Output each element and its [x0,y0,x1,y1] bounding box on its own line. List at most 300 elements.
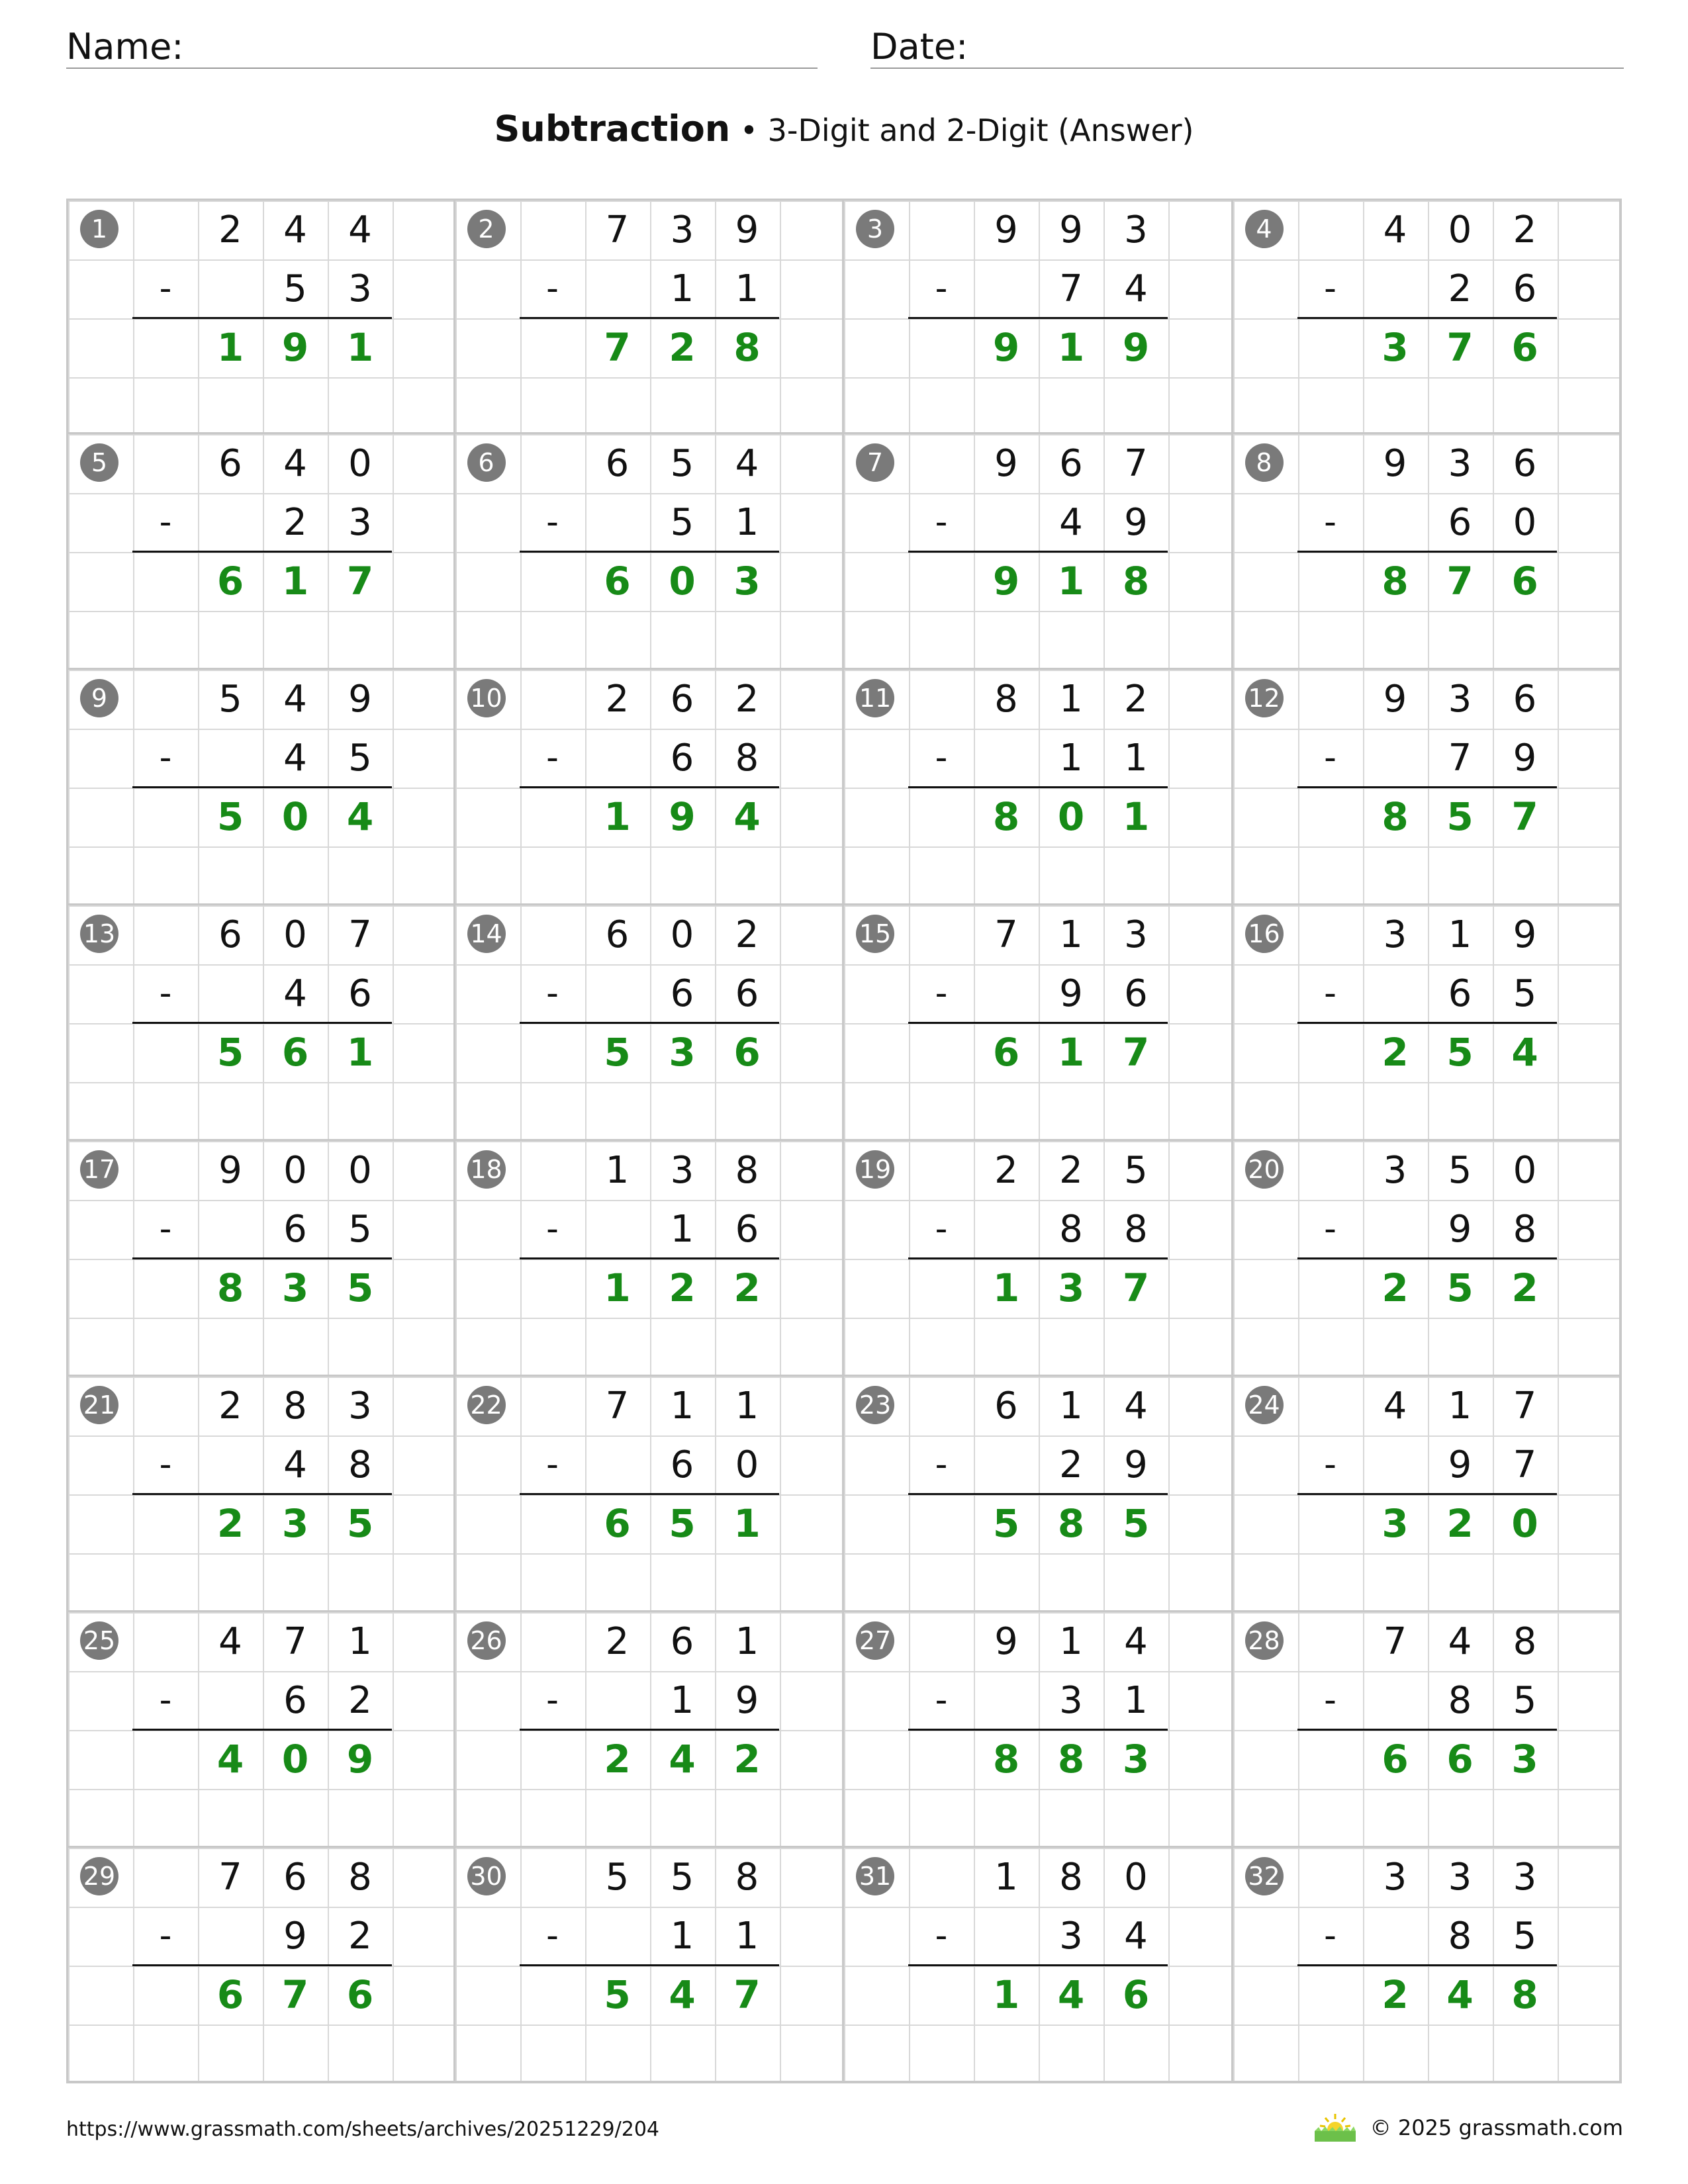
minuend-digit: 0 [1124,1856,1148,1899]
minuend-digit: 6 [670,1620,694,1663]
minuend-digit: 3 [1383,913,1407,956]
subtrahend-digit: 7 [1059,267,1083,310]
answer-digit: 7 [346,559,374,604]
minuend-digit: 4 [283,442,307,485]
problem-number-badge: 26 [467,1621,506,1660]
answer-digit: 4 [1057,1972,1085,2017]
problem-block [66,670,455,905]
answer-digit: 9 [669,794,696,839]
problem-block [844,1848,1233,2083]
problem-number-badge: 21 [80,1386,118,1424]
answer-digit: 8 [733,325,761,370]
answer-digit: 9 [1122,325,1150,370]
minuend-digit: 1 [348,1620,372,1663]
footer-url: https://www.grassmath.com/sheets/archives/20251229/204 [66,2118,660,2141]
subtrahend-digit: 6 [283,1679,307,1722]
answer-digit: 7 [281,1972,309,2017]
minuend-digit: 3 [670,1149,694,1192]
subtrahend-digit: 4 [1124,1915,1148,1958]
answer-digit: 8 [1382,559,1409,604]
minuend-digit: 2 [605,1620,630,1663]
subtrahend-digit: 6 [735,972,759,1015]
minuend-digit: 4 [283,208,307,251]
minuend-digit: 7 [1383,1620,1407,1663]
minuend-digit: 8 [348,1856,372,1899]
problem-block [1233,670,1622,905]
minus-sign: - [935,974,948,1013]
minuend-digit: 7 [994,913,1018,956]
answer-digit: 5 [669,1501,696,1546]
answer-digit: 8 [1057,1737,1085,1782]
answer-digit: 9 [281,325,309,370]
problem-number-badge: 4 [1245,210,1284,248]
answer-digit: 3 [1511,1737,1538,1782]
answer-digit: 6 [281,1030,309,1075]
problem-number-badge: 23 [856,1386,894,1424]
minuend-digit: 7 [348,913,372,956]
answer-digit: 3 [669,1030,696,1075]
minus-sign: - [159,1445,172,1484]
minuend-digit: 1 [735,1385,759,1428]
minuend-digit: 9 [1059,208,1083,251]
answer-digit: 3 [733,559,761,604]
minus-sign: - [546,974,559,1013]
answer-digit: 5 [992,1501,1020,1546]
name-label: Name: [66,26,184,68]
minus-sign: - [935,1680,948,1720]
minuend-digit: 3 [1448,442,1472,485]
subtrahend-digit: 5 [1513,1679,1537,1722]
problem-block [844,1612,1233,1848]
minus-sign: - [1324,1916,1336,1956]
minuend-digit: 0 [348,1149,372,1192]
minus-sign: - [159,502,172,542]
subtrahend-digit: 5 [348,737,372,780]
subtrahend-digit: 9 [1124,501,1148,544]
minus-sign: - [935,269,948,308]
minuend-digit: 1 [735,1620,759,1663]
minuend-digit: 5 [605,1856,630,1899]
subtrahend-digit: 8 [1448,1915,1472,1958]
answer-digit: 3 [1382,325,1409,370]
minuend-digit: 6 [1513,442,1537,485]
name-field[interactable] [66,24,818,69]
subtrahend-digit: 0 [735,1443,759,1486]
date-field[interactable] [870,24,1624,69]
footer-branding [1312,2111,1623,2144]
answer-digit: 6 [604,559,631,604]
answer-digit: 1 [1057,559,1085,604]
date-label: Date: [870,26,968,68]
answer-digit: 7 [1511,794,1538,839]
minuend-digit: 6 [605,442,630,485]
minuend-digit: 4 [218,1620,242,1663]
answer-digit: 2 [1382,1030,1409,1075]
minus-sign: - [159,1680,172,1720]
minuend-digit: 4 [1124,1385,1148,1428]
minuend-digit: 1 [670,1385,694,1428]
sun-over-grass-icon [1312,2113,1358,2143]
minuend-digit: 4 [348,208,372,251]
answer-digit: 0 [1057,794,1085,839]
answer-digit: 9 [346,1737,374,1782]
problem-block [1233,199,1622,434]
problem-block [66,434,455,670]
minuend-digit: 5 [670,442,694,485]
answer-digit: 6 [1446,1737,1474,1782]
answer-digit: 4 [669,1737,696,1782]
minuend-digit: 9 [994,442,1018,485]
subtrahend-digit: 6 [283,1208,307,1251]
problem-block [455,1848,845,2083]
answer-digit: 8 [1122,559,1150,604]
subtrahend-digit: 1 [735,1915,759,1958]
problem-block [455,1141,845,1377]
answer-digit: 6 [346,1972,374,2017]
answer-digit: 2 [733,1737,761,1782]
subtrahend-digit: 4 [283,1443,307,1486]
problem-number-badge: 32 [1245,1857,1284,1895]
minuend-digit: 8 [1513,1620,1537,1663]
subtrahend-digit: 9 [283,1915,307,1958]
problem-block [455,1612,845,1848]
answer-digit: 1 [1122,794,1150,839]
answer-digit: 1 [992,1972,1020,2017]
subtrahend-digit: 6 [670,737,694,780]
minuend-digit: 7 [605,208,630,251]
minuend-digit: 9 [218,1149,242,1192]
subtrahend-digit: 8 [348,1443,372,1486]
subtrahend-digit: 4 [283,737,307,780]
answer-digit: 5 [1122,1501,1150,1546]
minuend-digit: 1 [1059,913,1083,956]
subtrahend-digit: 8 [1059,1208,1083,1251]
problem-number-badge: 20 [1245,1150,1284,1189]
problem-block [455,1377,845,1612]
minus-sign: - [935,1209,948,1249]
answer-digit: 6 [216,559,244,604]
minus-sign: - [1324,1680,1336,1720]
minuend-digit: 8 [994,678,1018,721]
subtrahend-digit: 1 [670,1679,694,1722]
answer-digit: 5 [1446,1030,1474,1075]
minuend-digit: 7 [1124,442,1148,485]
subtrahend-digit: 8 [1513,1208,1537,1251]
minus-sign: - [1324,502,1336,542]
answer-digit: 6 [604,1501,631,1546]
answer-digit: 8 [992,1737,1020,1782]
problem-number-badge: 2 [467,210,506,248]
minuend-digit: 9 [994,1620,1018,1663]
minuend-digit: 2 [605,678,630,721]
problem-block [455,905,845,1141]
minuend-digit: 4 [1124,1620,1148,1663]
minuend-digit: 9 [1383,678,1407,721]
minuend-digit: 3 [1124,913,1148,956]
minuend-digit: 2 [735,913,759,956]
answer-digit: 6 [216,1972,244,2017]
minuend-digit: 2 [1124,678,1148,721]
problem-block [1233,1848,1622,2083]
problem-block [844,670,1233,905]
subtrahend-digit: 2 [348,1915,372,1958]
minuend-digit: 3 [1513,1856,1537,1899]
subtrahend-digit: 5 [348,1208,372,1251]
minuend-digit: 9 [348,678,372,721]
answer-digit: 0 [281,794,309,839]
problem-block [844,1377,1233,1612]
title-subtitle: • 3-Digit and 2-Digit (Answer) [730,113,1194,148]
answer-digit: 6 [1382,1737,1409,1782]
answer-digit: 4 [669,1972,696,2017]
answer-digit: 1 [604,1265,631,1310]
problem-number-badge: 5 [80,443,118,482]
subtrahend-digit: 3 [1059,1915,1083,1958]
problem-block [1233,1377,1622,1612]
problem-number-badge: 12 [1245,679,1284,717]
answer-digit: 2 [669,325,696,370]
minus-sign: - [1324,974,1336,1013]
answer-digit: 4 [733,794,761,839]
minus-sign: - [546,1680,559,1720]
minuend-digit: 3 [348,1385,372,1428]
minuend-digit: 4 [1383,1385,1407,1428]
answer-digit: 5 [216,1030,244,1075]
minuend-digit: 0 [1513,1149,1537,1192]
subtrahend-digit: 5 [670,501,694,544]
answer-digit: 4 [1446,1972,1474,2017]
minuend-digit: 2 [218,208,242,251]
problem-block [1233,1612,1622,1848]
answer-digit: 2 [216,1501,244,1546]
minuend-digit: 8 [283,1385,307,1428]
subtrahend-digit: 5 [1513,1915,1537,1958]
minuend-digit: 6 [1513,678,1537,721]
footer-copyright: © 2025 grassmath.com [1370,2115,1623,2140]
problem-number-badge: 13 [80,915,118,953]
answer-digit: 1 [733,1501,761,1546]
problem-block [66,199,455,434]
answer-digit: 1 [992,1265,1020,1310]
minuend-digit: 2 [735,678,759,721]
answer-digit: 3 [1122,1737,1150,1782]
minus-sign: - [935,1445,948,1484]
minuend-digit: 6 [218,913,242,956]
answer-digit: 7 [1122,1030,1150,1075]
answer-digit: 6 [733,1030,761,1075]
minuend-digit: 0 [283,1149,307,1192]
subtrahend-digit: 9 [1124,1443,1148,1486]
answer-digit: 4 [346,794,374,839]
problem-number-badge: 9 [80,679,118,717]
problem-block [66,1141,455,1377]
minus-sign: - [1324,269,1336,308]
minus-sign: - [1324,1209,1336,1249]
answer-digit: 3 [1382,1501,1409,1546]
minuend-digit: 4 [283,678,307,721]
problem-number-badge: 6 [467,443,506,482]
answer-digit: 4 [1511,1030,1538,1075]
answer-digit: 5 [346,1265,374,1310]
minus-sign: - [159,738,172,778]
subtrahend-digit: 1 [735,501,759,544]
subtrahend-digit: 3 [348,267,372,310]
problem-number-badge: 3 [856,210,894,248]
answer-digit: 2 [1382,1972,1409,2017]
minus-sign: - [935,502,948,542]
answer-digit: 1 [604,794,631,839]
minuend-digit: 7 [605,1385,630,1428]
answer-digit: 3 [281,1265,309,1310]
answer-digit: 2 [733,1265,761,1310]
minuend-digit: 8 [1059,1856,1083,1899]
subtrahend-digit: 2 [1059,1443,1083,1486]
answer-digit: 7 [733,1972,761,2017]
problem-block [66,905,455,1141]
minuend-digit: 1 [1448,913,1472,956]
answer-digit: 0 [669,559,696,604]
problem-block [1233,1141,1622,1377]
problem-block [844,199,1233,434]
answer-digit: 2 [1382,1265,1409,1310]
answer-digit: 9 [992,559,1020,604]
problem-block [66,1848,455,2083]
problem-number-badge: 27 [856,1621,894,1660]
answer-digit: 8 [216,1265,244,1310]
problem-block [844,1141,1233,1377]
minuend-digit: 4 [1383,208,1407,251]
answer-digit: 5 [1446,794,1474,839]
minuend-digit: 1 [1059,678,1083,721]
minuend-digit: 0 [283,913,307,956]
subtrahend-digit: 1 [670,1208,694,1251]
minuend-digit: 7 [1513,1385,1537,1428]
subtrahend-digit: 6 [348,972,372,1015]
minuend-digit: 1 [1059,1620,1083,1663]
subtrahend-digit: 6 [670,1443,694,1486]
answer-digit: 5 [346,1501,374,1546]
subtrahend-digit: 6 [1448,972,1472,1015]
subtrahend-digit: 8 [1448,1679,1472,1722]
problem-block [66,1612,455,1848]
subtrahend-digit: 6 [735,1208,759,1251]
minuend-digit: 0 [670,913,694,956]
answer-digit: 2 [1511,1265,1538,1310]
answer-digit: 0 [281,1737,309,1782]
title-main: Subtraction [494,108,731,150]
answer-digit: 3 [281,1501,309,1546]
minuend-digit: 9 [994,208,1018,251]
minuend-digit: 6 [605,913,630,956]
answer-digit: 8 [992,794,1020,839]
minuend-digit: 2 [218,1385,242,1428]
problem-block [455,670,845,905]
subtrahend-digit: 3 [1059,1679,1083,1722]
subtrahend-digit: 1 [670,267,694,310]
minuend-digit: 1 [994,1856,1018,1899]
minuend-digit: 5 [218,678,242,721]
answer-digit: 0 [1511,1501,1538,1546]
minuend-digit: 9 [1513,913,1537,956]
answer-digit: 1 [1057,1030,1085,1075]
minuend-digit: 1 [1059,1385,1083,1428]
minus-sign: - [546,1209,559,1249]
minuend-digit: 3 [1383,1856,1407,1899]
problem-number-badge: 30 [467,1857,506,1895]
answer-digit: 2 [1446,1501,1474,1546]
minuend-digit: 7 [218,1856,242,1899]
minus-sign: - [546,1445,559,1484]
problem-block [844,905,1233,1141]
minuend-digit: 6 [1059,442,1083,485]
minuend-digit: 8 [735,1856,759,1899]
answer-digit: 5 [216,794,244,839]
minus-sign: - [1324,1445,1336,1484]
subtrahend-digit: 6 [1448,501,1472,544]
answer-digit: 5 [1446,1265,1474,1310]
problem-block [1233,905,1622,1141]
minus-sign: - [159,1916,172,1956]
answer-digit: 7 [604,325,631,370]
problem-number-badge: 31 [856,1857,894,1895]
minuend-digit: 6 [283,1856,307,1899]
answer-digit: 7 [1122,1265,1150,1310]
subtrahend-digit: 1 [1124,737,1148,780]
minuend-digit: 5 [1448,1149,1472,1192]
minus-sign: - [935,738,948,778]
minuend-digit: 6 [994,1385,1018,1428]
problem-number-badge: 11 [856,679,894,717]
answer-digit: 7 [1446,325,1474,370]
answer-digit: 4 [216,1737,244,1782]
subtrahend-digit: 1 [670,1915,694,1958]
problem-block [66,1377,455,1612]
problem-block [844,434,1233,670]
problem-number-badge: 28 [1245,1621,1284,1660]
answer-digit: 8 [1511,1972,1538,2017]
minuend-digit: 4 [735,442,759,485]
worksheet-title [0,106,1688,154]
answer-digit: 1 [216,325,244,370]
answer-digit: 6 [1511,325,1538,370]
subtrahend-digit: 5 [283,267,307,310]
subtrahend-digit: 1 [1059,737,1083,780]
subtrahend-digit: 4 [1124,267,1148,310]
answer-digit: 1 [346,1030,374,1075]
answer-digit: 9 [992,325,1020,370]
subtrahend-digit: 2 [348,1679,372,1722]
answer-digit: 3 [1057,1265,1085,1310]
subtrahend-digit: 7 [1448,737,1472,780]
answer-digit: 1 [1057,325,1085,370]
answer-digit: 6 [1122,1972,1150,2017]
problem-block [455,199,845,434]
problem-number-badge: 16 [1245,915,1284,953]
subtrahend-digit: 4 [1059,501,1083,544]
problem-number-badge: 10 [467,679,506,717]
subtrahend-digit: 9 [1448,1443,1472,1486]
minuend-digit: 3 [1124,208,1148,251]
problem-number-badge: 29 [80,1857,118,1895]
problem-grid [66,199,1622,2083]
minuend-digit: 8 [735,1149,759,1192]
problem-number-badge: 19 [856,1150,894,1189]
answer-digit: 2 [669,1265,696,1310]
subtrahend-digit: 1 [1124,1679,1148,1722]
minuend-digit: 2 [1059,1149,1083,1192]
problem-number-badge: 7 [856,443,894,482]
minuend-digit: 0 [1448,208,1472,251]
